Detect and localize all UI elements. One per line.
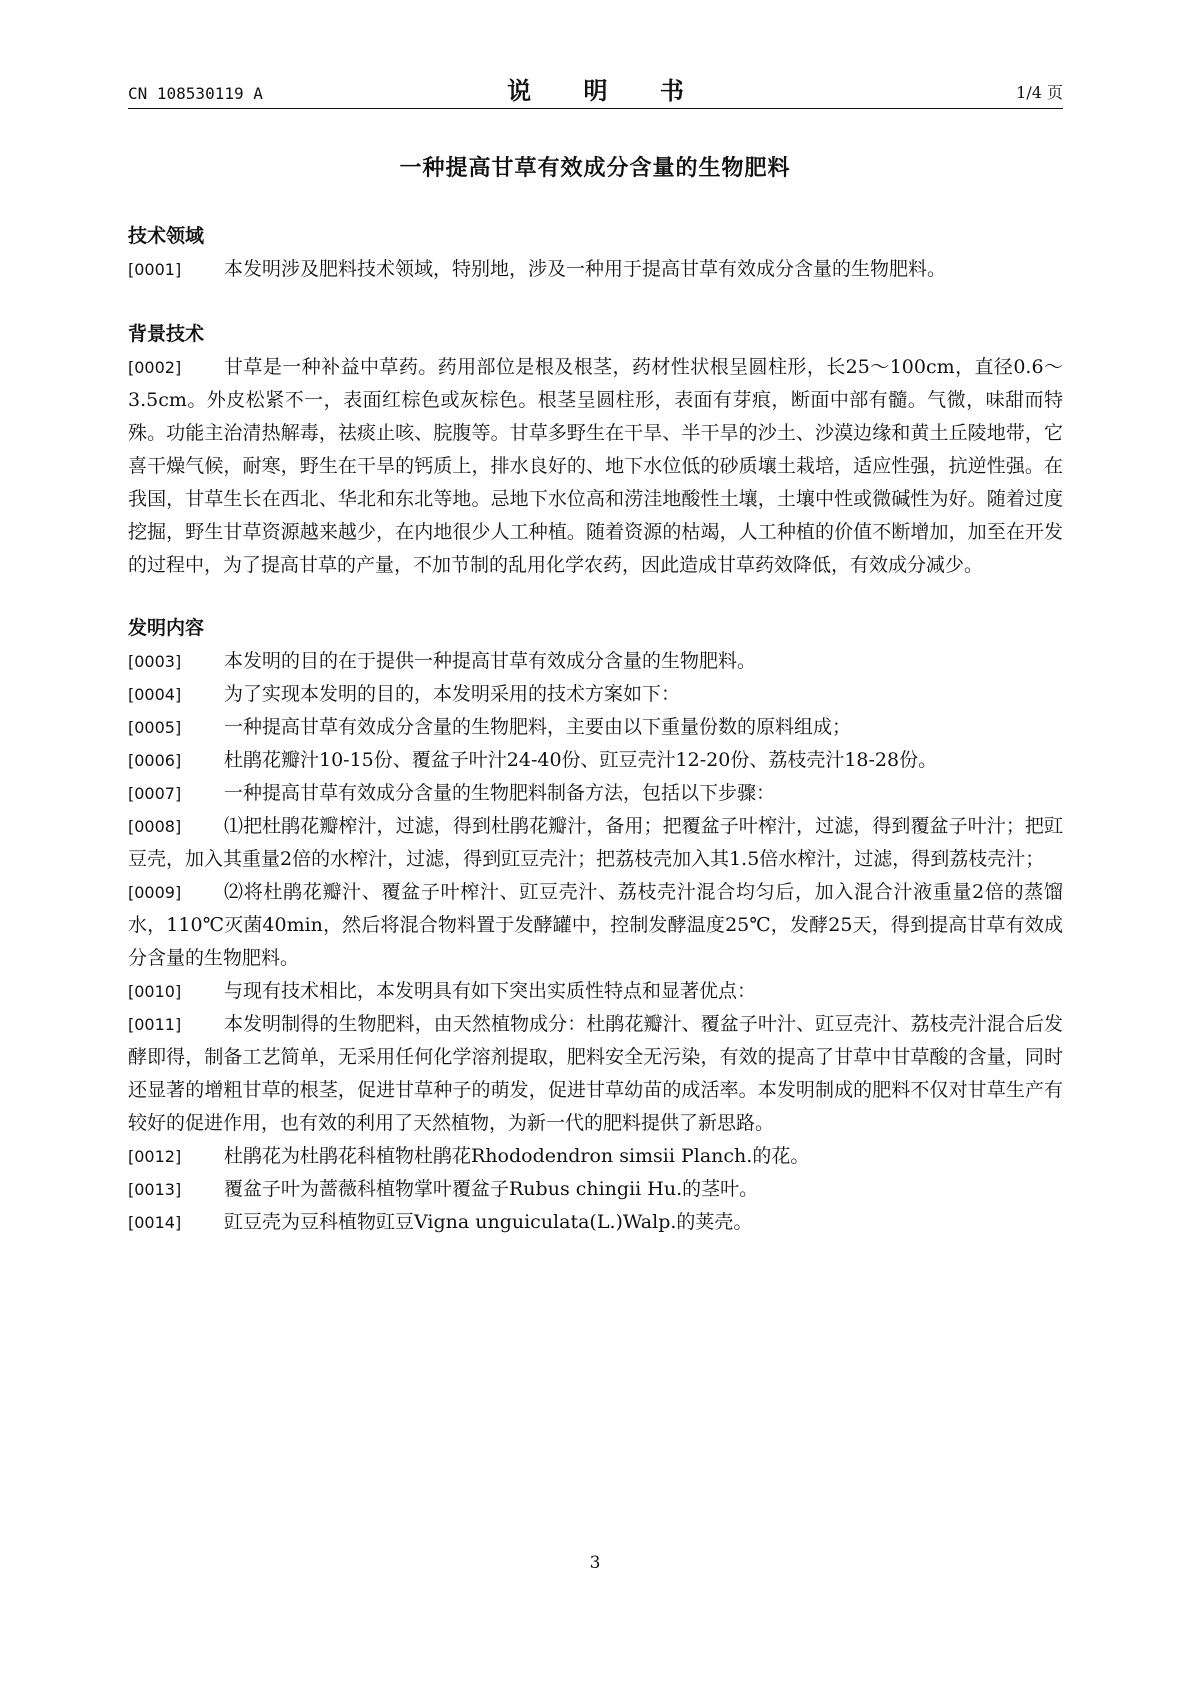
paragraph [128,975,1063,1008]
paragraph-text: 一种提高甘草有效成分含量的生物肥料制备方法，包括以下步骤： [224,782,776,804]
paragraph-number: [0004] [128,685,182,704]
paragraph-text: ⑴把杜鹃花瓣榨汁，过滤，得到杜鹃花瓣汁，备用；把覆盆子叶榨汁，过滤，得到覆盆子叶汁；把豇豆壳，加入其重量2倍的水榨汁，过滤，得到豇豆壳汁；把荔枝壳加入其1.5倍水榨汁，过滤，得到荔枝壳汁； [128,815,1063,870]
paragraph-text: 本发明涉及肥料技术领域，特别地，涉及一种用于提高甘草有效成分含量的生物肥料。 [224,258,947,280]
paragraph-number: [0008] [128,817,182,836]
paragraph [128,1173,1063,1206]
page-number: 3 [589,1553,601,1573]
document-title: 一种提高甘草有效成分含量的生物肥料 [399,156,791,181]
paragraph-number: [0010] [128,982,182,1001]
paragraph [128,1008,1063,1140]
paragraph-number: [0001] [128,260,182,279]
paragraph [128,744,1063,777]
paragraph-number: [0014] [128,1213,182,1232]
section-summary [128,612,1063,1239]
paragraph-text: 本发明制得的生物肥料，由天然植物成分：杜鹃花瓣汁、覆盆子叶汁、豇豆壳汁、荔枝壳汁混合后发酵即得，制备工艺简单，无采用任何化学溶剂提取，肥料安全无污染，有效的提高了甘草中甘草酸的含量，同时还显著的增粗甘草的根茎，促进甘草种子的萌发，促进甘草幼苗的成活率。本发明制成的肥料不仅对甘草生产有较好的促进作用，也有效的利用了天然植物，为新一代的肥料提供了新思路。 [128,1013,1063,1134]
paragraph-text: 覆盆子叶为蔷薇科植物掌叶覆盆子Rubus chingii Hu.的茎叶。 [224,1178,759,1200]
paragraph-number: [0009] [128,883,182,902]
section-spacer [128,582,1063,612]
paragraph-number: [0012] [128,1147,182,1166]
paragraph-number: [0002] [128,358,182,377]
section-heading: 技术领域 [128,225,205,247]
paragraph-number: [0006] [128,751,182,770]
paragraph-number: [0003] [128,652,182,671]
paragraph-number: [0011] [128,1015,182,1034]
paragraph [128,351,1063,582]
section-technical-field [128,220,1063,286]
section-heading: 背景技术 [128,323,205,345]
paragraph [128,810,1063,876]
paragraph [128,645,1063,678]
page-indicator: 1/4 页 [1016,83,1063,102]
paragraph [128,253,1063,286]
paragraph-number: [0005] [128,718,182,737]
paragraph-text: ⑵将杜鹃花瓣汁、覆盆子叶榨汁、豇豆壳汁、荔枝壳汁混合均匀后，加入混合汁液重量2倍的蒸馏水，110℃灭菌40min，然后将混合物料置于发酵罐中，控制发酵温度25℃，发酵25天，得到提高甘草有效成分含量的生物肥料。 [128,881,1063,969]
section-spacer [128,286,1063,318]
paragraph-text: 一种提高甘草有效成分含量的生物肥料，主要由以下重量份数的原料组成； [224,716,852,738]
paragraph [128,1206,1063,1239]
paragraph-text: 杜鹃花为杜鹃花科植物杜鹃花Rhododendron simsii Planch.的花。 [224,1145,810,1167]
paragraph [128,876,1063,975]
paragraph [128,1140,1063,1173]
paragraph-text: 为了实现本发明的目的，本发明采用的技术方案如下： [224,683,681,705]
paragraph-number: [0007] [128,784,182,803]
paragraph [128,678,1063,711]
paragraph [128,777,1063,810]
paragraph-text: 甘草是一种补益中草药。药用部位是根及根茎，药材性状根呈圆柱形，长25～100cm，直径0.6～3.5cm。外皮松紧不一，表面红棕色或灰棕色。根茎呈圆柱形，表面有芽痕，断面中部有髓。气微，味甜而特殊。功能主治清热解毒，祛痰止咳、脘腹等。甘草多野生在干旱、半干旱的沙土、沙漠边缘和黄土丘陵地带，它喜干燥气候，耐寒，野生在干旱的钙质上，排水良好的、地下水位低的砂质壤土栽培，适应性强，抗逆性强。在我国，甘草生长在西北、华北和东北等地。忌地下水位高和涝洼地酸性土壤，土壤中性或微碱性为好。随着过度挖掘，野生甘草资源越来越少，在内地很少人工种植。随着资源的枯竭，人工种植的价值不断增加，加至在开发的过程中，为了提高甘草的产量，不加节制的乱用化学农药，因此造成甘草药效降低，有效成分减少。 [128,356,1063,576]
section-background [128,318,1063,582]
paragraph-number: [0013] [128,1180,182,1199]
section-heading: 发明内容 [128,617,205,639]
paragraph-text: 与现有技术相比，本发明具有如下突出实质性特点和显著优点： [224,980,757,1002]
paragraph-text: 豇豆壳为豆科植物豇豆Vigna unguiculata(L.)Walp.的荚壳。 [224,1211,753,1233]
page-header [128,70,1063,109]
document-type: 说 明 书 [507,77,706,105]
paragraph [128,711,1063,744]
paragraph-text: 本发明的目的在于提供一种提高甘草有效成分含量的生物肥料。 [224,650,757,672]
patent-number: CN 108530119 A [128,84,263,103]
document-body [128,220,1063,1239]
paragraph-text: 杜鹃花瓣汁10-15份、覆盆子叶汁24-40份、豇豆壳汁12-20份、荔枝壳汁18-28份。 [224,749,938,771]
